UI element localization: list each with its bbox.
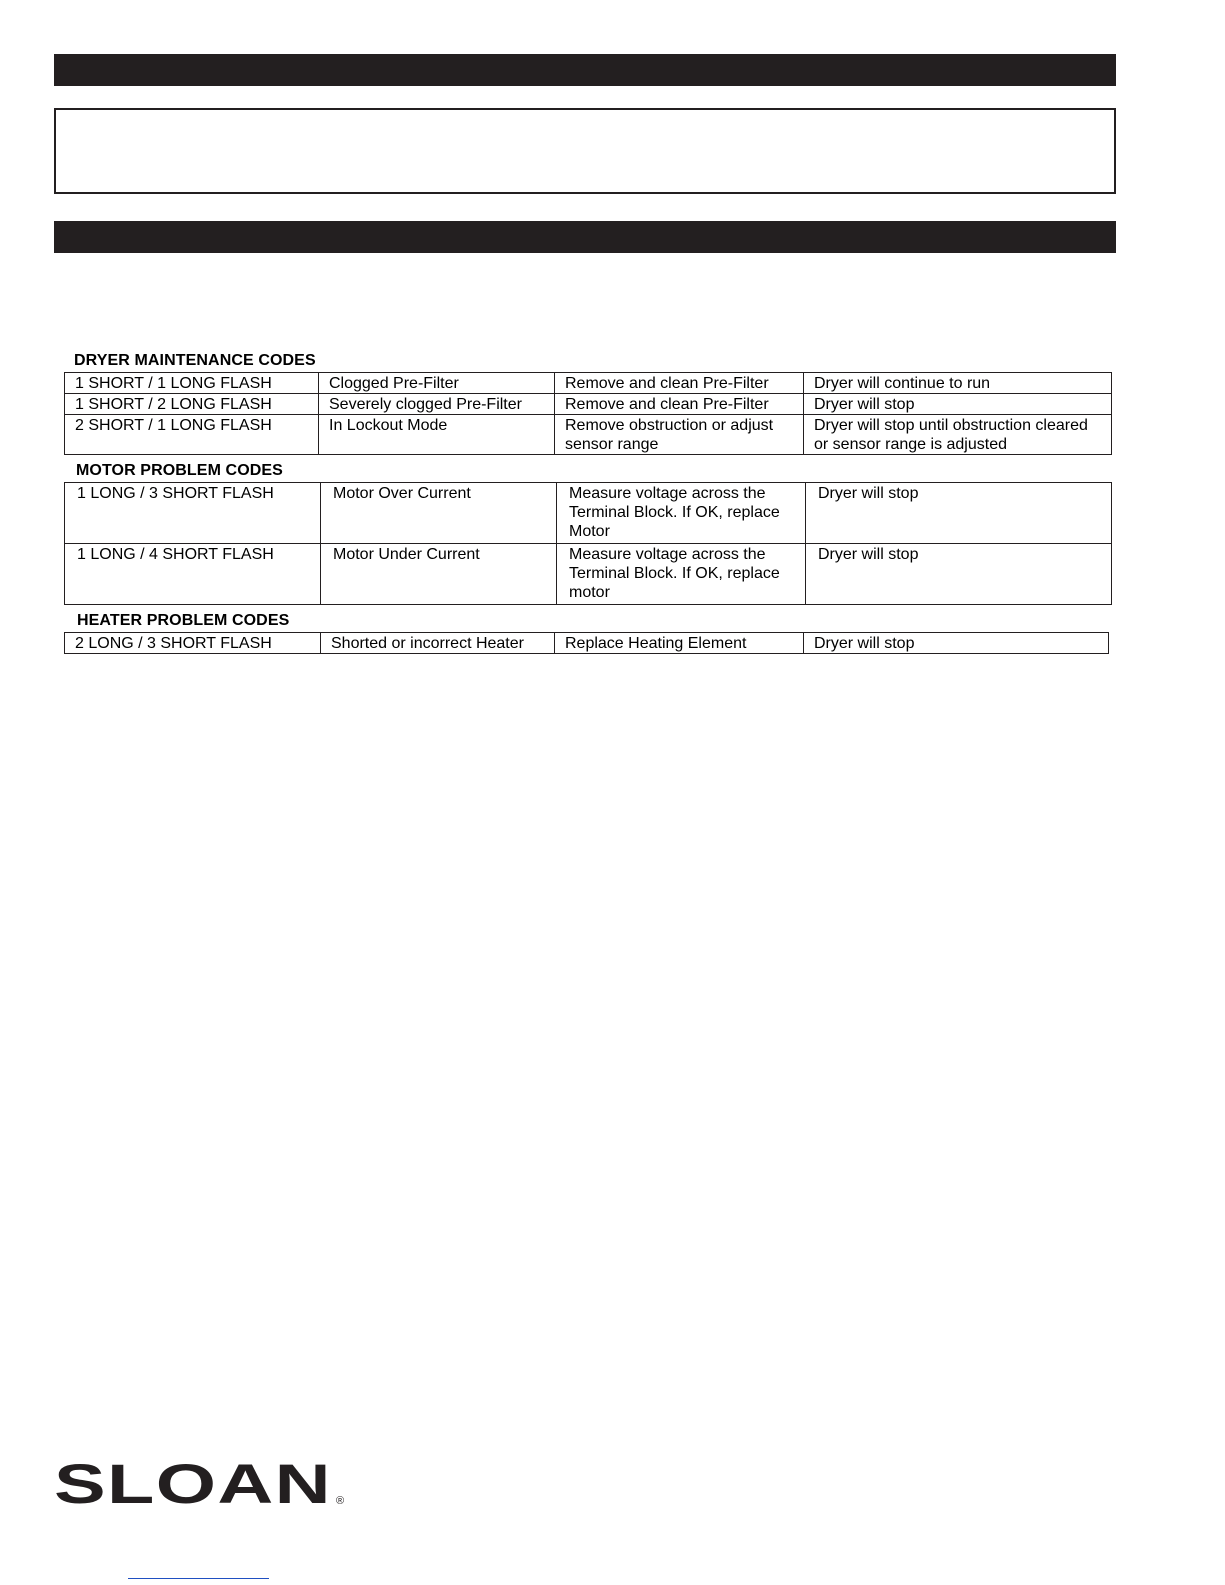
- remedy: Measure voltage across the Terminal Block. If OK, replace motor: [557, 544, 806, 605]
- table-row: [65, 483, 1112, 544]
- section-header-bar-troubleshooting: [54, 221, 1116, 253]
- dryer-status: Dryer will stop: [804, 394, 1112, 415]
- remedy: Remove and clean Pre-Filter: [555, 394, 804, 415]
- table-row: [65, 544, 1112, 605]
- table-row: [65, 373, 1112, 394]
- motor-problem-codes-title: MOTOR PROBLEM CODES: [76, 462, 283, 479]
- dryer-status: Dryer will stop: [804, 633, 1109, 654]
- heater-problem-codes-table: [64, 632, 1109, 654]
- flash-code: 1 LONG / 4 SHORT FLASH: [65, 544, 321, 605]
- section-header-bar-top: [54, 54, 1116, 86]
- motor-problem-codes-table: [64, 482, 1112, 605]
- flash-code: 1 LONG / 3 SHORT FLASH: [65, 483, 321, 544]
- flash-code: 2 LONG / 3 SHORT FLASH: [65, 633, 321, 654]
- remedy: Replace Heating Element: [555, 633, 804, 654]
- table-row: [65, 415, 1112, 455]
- remedy: Remove obstruction or adjust sensor range: [555, 415, 804, 455]
- problem: In Lockout Mode: [319, 415, 555, 455]
- logo-wordmark: SLOAN: [54, 1460, 332, 1508]
- remedy: Measure voltage across the Terminal Block. If OK, replace Motor: [557, 483, 806, 544]
- flash-code: 1 SHORT / 2 LONG FLASH: [65, 394, 319, 415]
- registered-mark: ®: [336, 1495, 345, 1507]
- sloan-logo: [54, 1460, 354, 1513]
- dryer-maintenance-codes-table: [64, 372, 1112, 455]
- remedy: Remove and clean Pre-Filter: [555, 373, 804, 394]
- dryer-maintenance-codes-title: DRYER MAINTENANCE CODES: [74, 352, 316, 369]
- table-row: [65, 394, 1112, 415]
- dryer-status: Dryer will stop: [806, 544, 1112, 605]
- flash-code: 2 SHORT / 1 LONG FLASH: [65, 415, 319, 455]
- flash-code: 1 SHORT / 1 LONG FLASH: [65, 373, 319, 394]
- problem: Motor Over Current: [321, 483, 557, 544]
- footer-link-underline[interactable]: [128, 1578, 269, 1579]
- notice-box: [54, 108, 1116, 194]
- heater-problem-codes-title: HEATER PROBLEM CODES: [77, 612, 290, 629]
- dryer-status: Dryer will continue to run: [804, 373, 1112, 394]
- problem: Clogged Pre-Filter: [319, 373, 555, 394]
- problem: Motor Under Current: [321, 544, 557, 605]
- problem: Severely clogged Pre-Filter: [319, 394, 555, 415]
- table-row: [65, 633, 1109, 654]
- dryer-status: Dryer will stop until obstruction cleared or sensor range is adjusted: [804, 415, 1112, 455]
- dryer-status: Dryer will stop: [806, 483, 1112, 544]
- problem: Shorted or incorrect Heater: [321, 633, 555, 654]
